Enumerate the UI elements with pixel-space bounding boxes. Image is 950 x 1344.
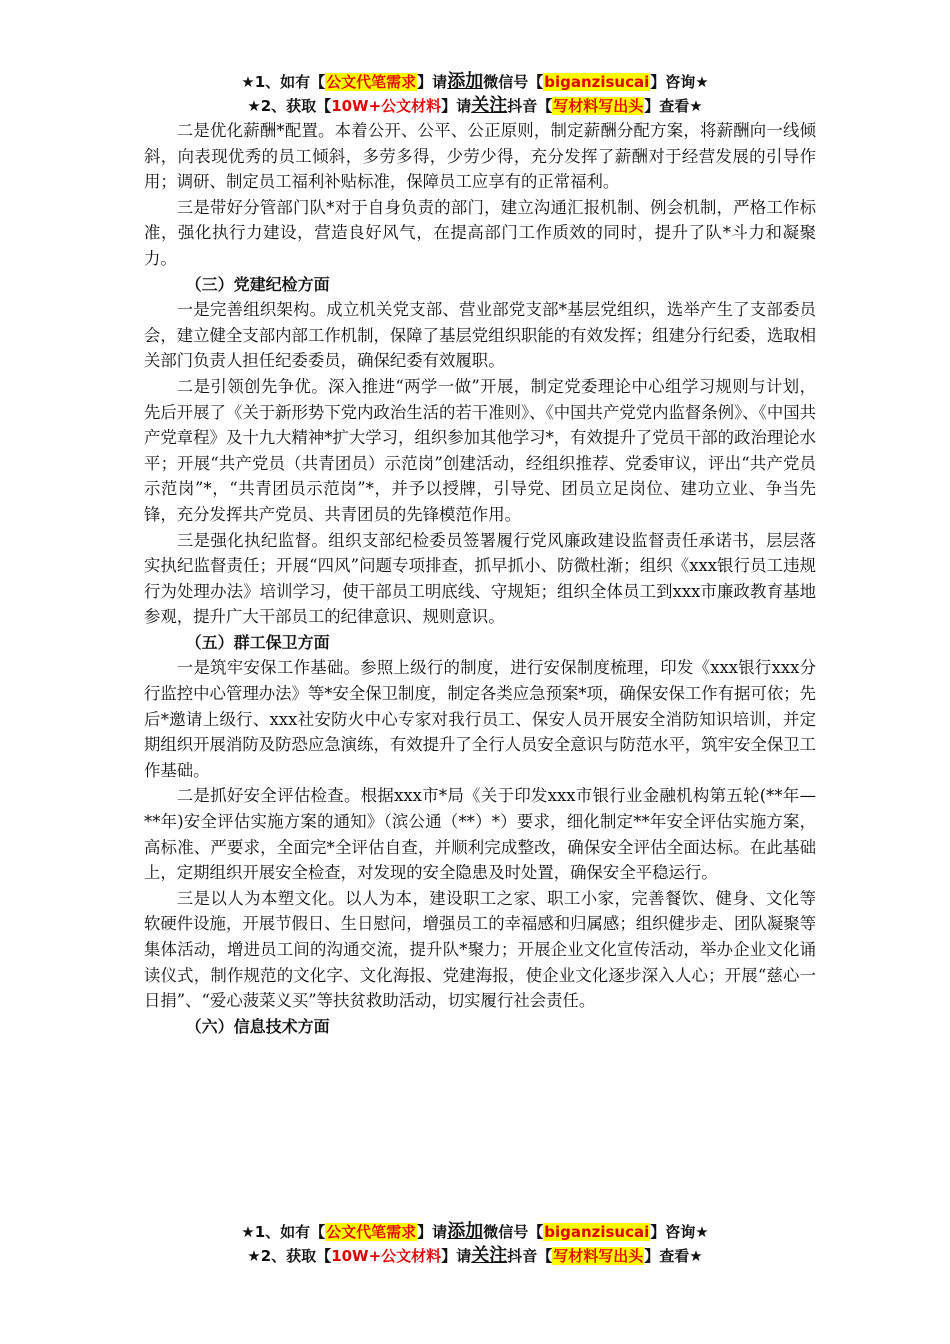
promo-text: 】查看★ — [644, 97, 703, 115]
promo-text: 】咨询★ — [650, 73, 709, 91]
top-promo-banner — [0, 70, 950, 118]
douyin-account: 写材料写出头 — [553, 97, 644, 115]
promo-line-1 — [0, 1220, 950, 1244]
wechat-id: biganzisucai — [544, 73, 650, 91]
promo-text: 抖音【 — [507, 97, 553, 115]
promo-text: 】查看★ — [644, 1247, 703, 1265]
promo-text: 】请 — [417, 1223, 448, 1241]
promo-text: 微信号【 — [483, 73, 544, 91]
promo-text: 抖音【 — [507, 1247, 553, 1265]
promo-text: 】咨询★ — [650, 1223, 709, 1241]
paragraph: 一是完善组织架构。成立机关党支部、营业部党支部*基层党组织，选举产生了支部委员会，建立健全支部内部工作机制，保障了基层党组织职能的有效发挥；组建分行纪委，选取相关部门负责人担任纪委委员，确保纪委有效履职。 — [144, 300, 817, 371]
promo-text: 微信号【 — [483, 1223, 544, 1241]
promo-line-2 — [0, 1244, 950, 1268]
paragraph: 三是带好分管部门队*对于自身负责的部门，建立沟通汇报机制、例会机制，严格工作标准，强化执行力建设，营造良好风气，在提高部门工作质效的同时，提升了队*斗力和凝聚力。 — [144, 197, 816, 268]
paragraph: 二是优化薪酬*配置。本着公开、公平、公正原则，制定薪酬分配方案，将薪酬向一线倾斜，向表现优秀的员工倾斜，多劳多得，少劳少得，充分发挥了薪酬对于经营发展的引导作用；调研、制定员工福利补贴标准，保障员工应享有的正常福利。 — [144, 121, 816, 192]
bottom-promo-banner — [0, 1220, 950, 1268]
section-heading: （六）信息技术方面 — [185, 1016, 330, 1036]
promo-emphasis: 添加 — [447, 71, 484, 92]
wechat-id: biganzisucai — [544, 1223, 650, 1241]
promo-text: 】请 — [417, 73, 448, 91]
promo-emphasis: 关注 — [471, 1245, 508, 1266]
promo-highlight: 公文代笔需求 — [326, 1223, 417, 1241]
promo-text: ★1、如有【 — [241, 1223, 326, 1241]
promo-line-2 — [0, 94, 950, 118]
paragraph: 二是抓好安全评估检查。根据xxx市*局《关于印发xxx市银行业金融机构第五轮(**年—**年)安全评估实施方案的通知》（滨公通（**）*）要求，细化制定**年安全评估实施方案，高标准、严要求，全面完*全评估自查，并顺利完成整改，确保安全评估全面达标。在此基础上，定期组织开展安全检查，对发现的安全隐患及时处置，确保安全平稳运行。 — [144, 786, 816, 883]
promo-text: ★1、如有【 — [241, 73, 326, 91]
section-heading: （三）党建纪检方面 — [185, 274, 330, 294]
douyin-account: 写材料写出头 — [553, 1247, 644, 1265]
promo-emphasis: 关注 — [471, 95, 508, 116]
paragraph: 三是强化执纪监督。组织支部纪检委员签署履行党风廉政建设监督责任承诺书，层层落实执纪监督责任；开展“四风”问题专项排查，抓早抓小、防微杜渐；组织《xxx银行员工违规行为处理办法》培训学习，使干部员工明底线、守规矩；组织全体员工到xxx市廉政教育基地参观，提升广大干部员工的纪律意识、规则意识。 — [144, 530, 816, 627]
promo-text: ★2、获取【 — [247, 97, 332, 115]
promo-highlight: 公文代笔需求 — [326, 73, 417, 91]
promo-line-1 — [0, 70, 950, 94]
paragraph: 二是引领创先争优。深入推进“两学一做”开展，制定党委理论中心组学习规则与计划，先后开展了《关于新形势下党内政治生活的若干准则》、《中国共产党党内监督条例》、《中国共产党章程》及十九大精神*扩大学习，组织参加其他学习*，有效提升了党员干部的政治理论水平；开展“共产党员（共青团员）示范岗”创建活动，经组织推荐、党委审议，评出“共产党员示范岗”*，“共青团员示范岗”*，并予以授牌，引导党、团员立足岗位、建功立业、争当先锋，充分发挥共产党员、共青团员的先锋模范作用。 — [144, 376, 817, 524]
paragraph: 一是筑牢安保工作基础。参照上级行的制度，进行安保制度梳理，印发《xxx银行xxx分行监控中心管理办法》等*安全保卫制度，制定各类应急预案*项，确保安保工作有据可依；先后*邀请上级行、xxx社安防火中心专家对我行员工、保安人员开展安全消防知识培训，并定期组织开展消防及防恐应急演练，有效提升了全行人员安全意识与防范水平，筑牢安全保卫工作基础。 — [144, 658, 817, 780]
promo-highlight: 10W+公文材料 — [331, 97, 442, 115]
promo-text: ★2、获取【 — [247, 1247, 332, 1265]
promo-text: 】请 — [441, 1247, 472, 1265]
section-heading: （五）群工保卫方面 — [185, 632, 330, 652]
promo-text: 】请 — [441, 97, 472, 115]
paragraph: 三是以人为本塑文化。以人为本，建设职工之家、职工小家，完善餐饮、健身、文化等软硬件设施，开展节假日、生日慰问，增强员工的幸福感和归属感；组织健步走、团队凝聚等集体活动，增进员工间的沟通交流，提升队*聚力；开展企业文化宣传活动，举办企业文化诵读仪式，制作规范的文化字、文化海报、党建海报，使企业文化逐步深入人心；开展“慈心一日捐”、“爱心菠菜义买”等扶贫救助活动，切实履行社会责任。 — [144, 888, 817, 1011]
promo-emphasis: 添加 — [447, 1221, 484, 1242]
promo-highlight: 10W+公文材料 — [331, 1247, 442, 1265]
document-body — [144, 118, 816, 1039]
